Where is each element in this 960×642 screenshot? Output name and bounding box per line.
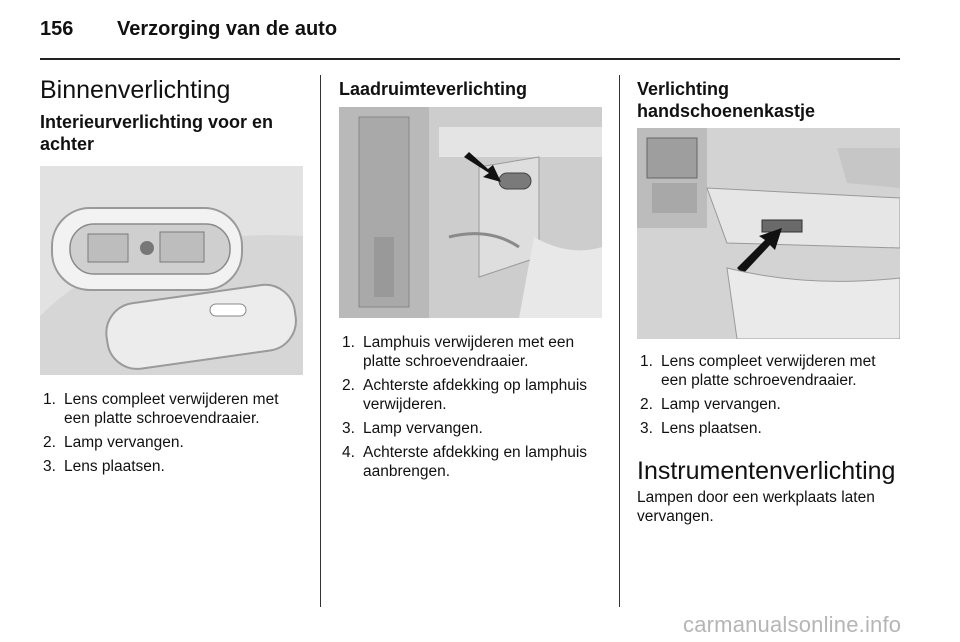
glovebox-lamp-illustration: [637, 128, 900, 339]
steps-interior: [40, 390, 305, 481]
step-number: 2.: [43, 434, 56, 451]
step-number: 4.: [342, 444, 355, 461]
figure-cargo-lamp: [339, 107, 602, 318]
cargo-lamp-illustration: [339, 107, 602, 318]
column-divider-1: [320, 75, 321, 607]
step-number: 2.: [640, 396, 653, 413]
step-text: Achterste afdekking op lamphuis verwijderen.: [363, 377, 588, 413]
step-text: Lamphuis verwijderen met een platte schroevendraaier.: [363, 334, 575, 370]
list-item: [339, 333, 604, 371]
step-text: Lens plaatsen.: [64, 458, 165, 475]
instrument-text: Lampen door een werkplaats laten vervangen.: [637, 489, 875, 525]
list-item: [637, 395, 902, 414]
step-text: Lamp vervangen.: [363, 420, 483, 437]
column-glovebox-lighting: [637, 78, 902, 122]
list-item: [637, 352, 902, 390]
section-heading-cargo: Laadruimteverlichting: [339, 79, 528, 99]
figure-interior-lamp: [40, 166, 303, 375]
section-heading-instrument: Instrumentenverlichting: [637, 457, 896, 485]
list-item: [40, 457, 305, 476]
column-cargo-lighting: [339, 78, 604, 100]
list-item: [40, 390, 305, 428]
page-number: 156: [40, 18, 74, 40]
list-item: [339, 443, 604, 481]
step-text: Lamp vervangen.: [661, 396, 781, 413]
section-heading-interior: Binnenverlichting: [40, 76, 231, 104]
step-number: 1.: [342, 334, 355, 351]
list-item: [339, 376, 604, 414]
step-text: Lens compleet verwijderen met een platte schroevendraaier.: [661, 353, 876, 389]
step-number: 1.: [640, 353, 653, 370]
step-number: 3.: [640, 420, 653, 437]
list-item: [339, 419, 604, 438]
step-number: 1.: [43, 391, 56, 408]
column-interior-lighting: [40, 75, 305, 155]
watermark: carmanualsonline.info: [683, 612, 902, 637]
steps-glovebox: [637, 352, 902, 443]
list-item: [637, 419, 902, 438]
list-item: [40, 433, 305, 452]
step-text: Achterste afdekking en lamphuis aanbrengen.: [363, 444, 588, 480]
page-header-title: Verzorging van de auto: [117, 18, 338, 40]
step-text: Lens compleet verwijderen met een platte schroevendraaier.: [64, 391, 279, 427]
subheading-front-rear: Interieurverlichting voor en achter: [40, 112, 274, 154]
column-divider-2: [619, 75, 620, 607]
section-heading-glovebox-line1: Verlichting: [637, 79, 730, 99]
steps-cargo: [339, 333, 604, 486]
step-text: Lens plaatsen.: [661, 420, 762, 437]
section-instrument-lighting: [637, 456, 902, 526]
header-rule: [40, 58, 900, 60]
section-heading-glovebox-line2: handschoenenkastje: [637, 101, 816, 121]
step-number: 2.: [342, 377, 355, 394]
step-text: Lamp vervangen.: [64, 434, 184, 451]
interior-lamp-illustration: [40, 166, 303, 375]
step-number: 3.: [342, 420, 355, 437]
figure-glovebox-lamp: [637, 128, 900, 339]
step-number: 3.: [43, 458, 56, 475]
